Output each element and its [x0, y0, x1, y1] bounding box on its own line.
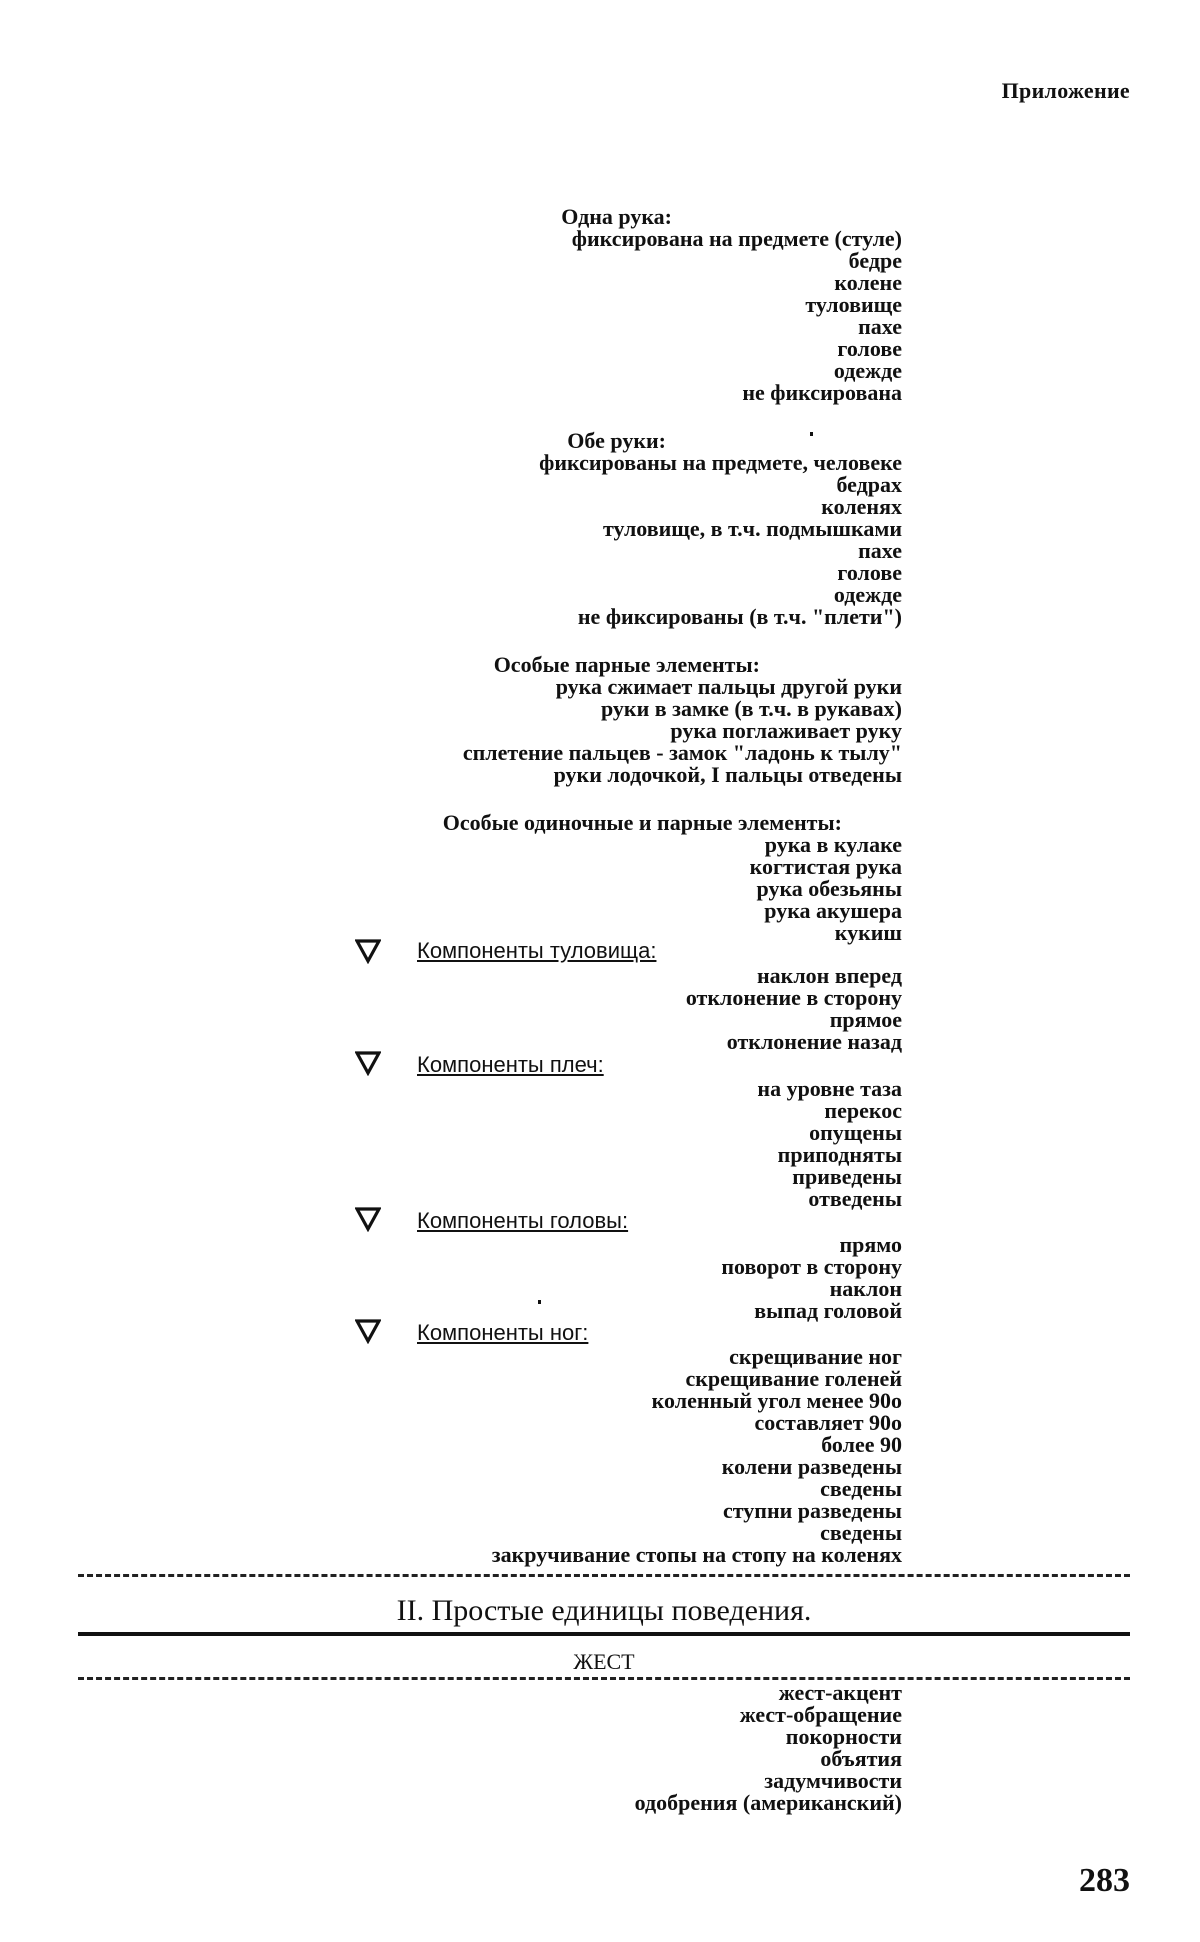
legs-block — [82, 1346, 902, 1566]
paired-title: Особые парные элементы: — [493, 652, 760, 677]
triangle-down-icon — [355, 1318, 381, 1344]
triangle-down-icon — [355, 938, 381, 964]
torso-block — [82, 965, 902, 1053]
list-item: туловище, в т.ч. подмышками — [602, 516, 902, 541]
list-item: опущены — [809, 1120, 902, 1145]
shoulders-block — [82, 1078, 902, 1210]
list-item: туловище — [805, 292, 902, 317]
list-item: не фиксирована — [742, 380, 902, 405]
list-item: голове — [837, 336, 902, 361]
list-item: сплетение пальцев - замок "ладонь к тылу" — [462, 740, 902, 765]
page-number: 283 — [1079, 1862, 1130, 1899]
list-item: приведены — [792, 1164, 902, 1189]
list-item: руки лодочкой, I пальцы отведены — [553, 762, 902, 787]
list-item: бедрах — [836, 472, 902, 497]
list-item: сведены — [820, 1520, 902, 1545]
head-heading: Компоненты головы: — [417, 1208, 629, 1233]
section-title: II. Простые единицы поведения. — [396, 1594, 812, 1627]
list-item: отклонение назад — [726, 1029, 902, 1054]
list-item: составляет 90о — [754, 1410, 902, 1435]
list-item: на уровне таза — [757, 1076, 902, 1101]
list-item: одежде — [833, 358, 902, 383]
list-item: ступни разведены — [723, 1498, 902, 1523]
list-item: наклон — [829, 1276, 902, 1301]
list-item: коленный угол менее 90о — [651, 1388, 902, 1413]
one-hand-block — [82, 206, 902, 404]
list-item: задумчивости — [764, 1768, 902, 1793]
list-item: жест-акцент — [778, 1680, 902, 1705]
shoulders-heading: Компоненты плеч: — [417, 1052, 604, 1077]
list-item: сведены — [820, 1476, 902, 1501]
list-item: колене — [834, 270, 902, 295]
list-item: перекос — [824, 1098, 902, 1123]
list-item: когтистая рука — [749, 854, 902, 879]
head-block — [82, 1234, 902, 1322]
list-item: приподняты — [777, 1142, 902, 1167]
list-item: коленях — [821, 494, 902, 519]
legs-heading: Компоненты ног: — [417, 1320, 589, 1345]
list-item: прямо — [839, 1232, 902, 1257]
list-item: покорности — [785, 1724, 902, 1749]
print-speck — [538, 1300, 541, 1304]
list-item: объятия — [820, 1746, 902, 1771]
list-item: фиксирована на предмете (стуле) — [571, 226, 902, 251]
triangle-down-icon — [355, 1206, 381, 1232]
triangle-down-icon — [355, 1050, 381, 1076]
both-hands-block — [82, 430, 902, 628]
one-hand-title: Одна рука: — [561, 204, 672, 229]
torso-heading: Компоненты туловища: — [417, 938, 657, 963]
list-item: одежде — [833, 582, 902, 607]
list-item: отклонение в сторону — [685, 985, 902, 1010]
list-item: фиксированы на предмете, человеке — [539, 450, 902, 475]
gesture-heading: ЖЕСТ — [573, 1649, 635, 1674]
list-item: одобрения (американский) — [634, 1790, 902, 1815]
list-item: колени разведены — [721, 1454, 902, 1479]
list-item: руки в замке (в т.ч. в рукавах) — [600, 696, 902, 721]
list-item: скрещивание голеней — [685, 1366, 902, 1391]
paired-block — [82, 654, 902, 786]
list-item: рука обезьяны — [756, 876, 902, 901]
list-item: пахе — [858, 538, 902, 563]
dashed-divider — [78, 1574, 1130, 1577]
list-item: рука сжимает пальцы другой руки — [555, 674, 902, 699]
list-item: более 90 — [821, 1432, 902, 1457]
list-item: рука поглаживает руку — [670, 718, 902, 743]
list-item: голове — [837, 560, 902, 585]
list-item: рука акушера — [764, 898, 902, 923]
solid-divider — [78, 1632, 1130, 1636]
both-hands-title: Обе руки: — [567, 428, 666, 453]
list-item: пахе — [858, 314, 902, 339]
list-item: поворот в сторону — [721, 1254, 902, 1279]
list-item: скрещивание ног — [729, 1344, 902, 1369]
dashed-divider — [78, 1677, 1130, 1680]
list-item: бедре — [848, 248, 902, 273]
list-item: выпад головой — [754, 1298, 902, 1323]
list-item: рука в кулаке — [764, 832, 902, 857]
list-item: не фиксированы (в т.ч. "плети") — [577, 604, 902, 629]
running-header: Приложение — [1001, 78, 1130, 103]
list-item: отведены — [808, 1186, 902, 1211]
gesture-block — [82, 1682, 902, 1814]
list-item: прямое — [829, 1007, 902, 1032]
list-item: жест-обращение — [739, 1702, 902, 1727]
list-item: закручивание стопы на стопу на коленях — [491, 1542, 902, 1567]
single-paired-title: Особые одиночные и парные элементы: — [442, 810, 842, 835]
single-paired-block — [82, 812, 902, 944]
list-item: кукиш — [834, 920, 902, 945]
list-item: наклон вперед — [756, 963, 902, 988]
